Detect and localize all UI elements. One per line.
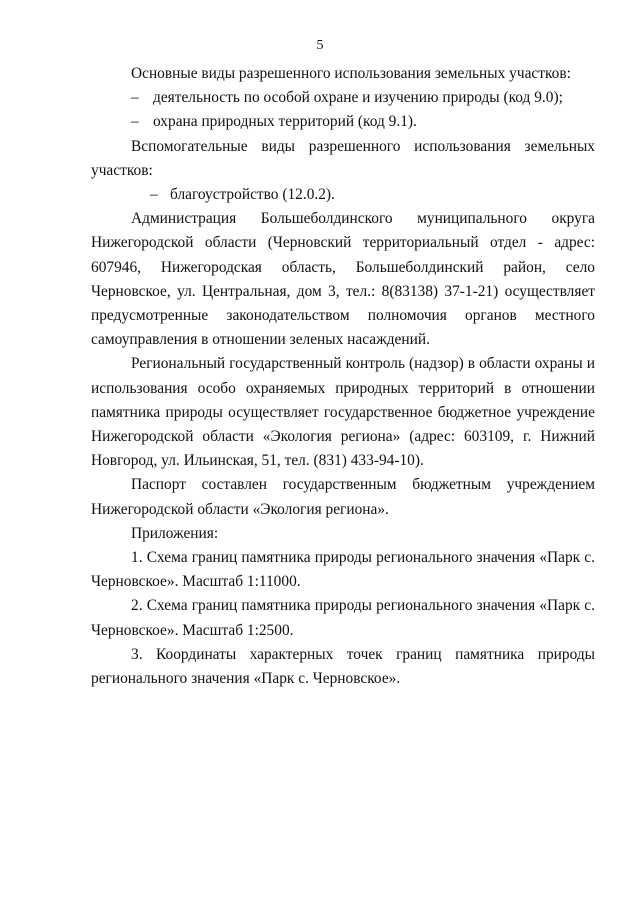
list-item xyxy=(91,183,595,207)
passport-paragraph: Паспорт составлен государственным бюджетным учреждением Нижегородской области «Экология региона». xyxy=(91,476,595,518)
appendix-item: 2. Схема границ памятника природы регионального значения «Парк с. Черновское». Масштаб 1:2500. xyxy=(91,597,595,639)
page-number: 5 xyxy=(316,38,324,53)
control-paragraph: Региональный государственный контроль (надзор) в области охраны и использования особо охраняемых природных территорий в отношении памятника природы осуществляет государственное бюджетное учреждение Нижегородской области «Экология региона» (адрес: 603109, г. Нижний Новгород, ул. Ильинская, 51, тел. (831) 433-94-10). xyxy=(91,355,595,470)
list-dash: – xyxy=(131,113,139,131)
appendix-item: 1. Схема границ памятника природы регионального значения «Парк с. Черновское». Масштаб 1:11000. xyxy=(91,549,595,591)
list-item-text: деятельность по особой охране и изучению природы (код 9.0); xyxy=(153,89,563,107)
aux-uses-heading: Вспомогательные виды разрешенного использования земельных участков: xyxy=(91,137,595,179)
list-item-text: охрана природных территорий (код 9.1). xyxy=(153,113,417,131)
list-item-text: благоустройство (12.0.2). xyxy=(170,186,335,204)
list-item xyxy=(91,110,595,134)
appendix-item: 3. Координаты характерных точек границ памятника природы регионального значения «Парк с. Черновское». xyxy=(91,645,595,688)
list-dash: – xyxy=(150,186,158,204)
list-dash: – xyxy=(131,89,139,107)
main-uses-heading: Основные виды разрешенного использования земельных участков: xyxy=(131,65,571,82)
list-item xyxy=(91,86,595,110)
administration-paragraph: Администрация Большеболдинского муниципального округа Нижегородской области (Черновский территориальный отдел - адрес: 607946, Нижегородская область, Большеболдинский район, село Черновское, ул. Центральная, дом 3, тел.: 8(83138) 37-1-21) осуществляет предусмотренные законодательством полномочия органов местного самоуправления в отношении зеленых насаждений. xyxy=(91,210,595,349)
appendices-heading: Приложения: xyxy=(131,524,219,542)
document-body xyxy=(91,62,595,691)
